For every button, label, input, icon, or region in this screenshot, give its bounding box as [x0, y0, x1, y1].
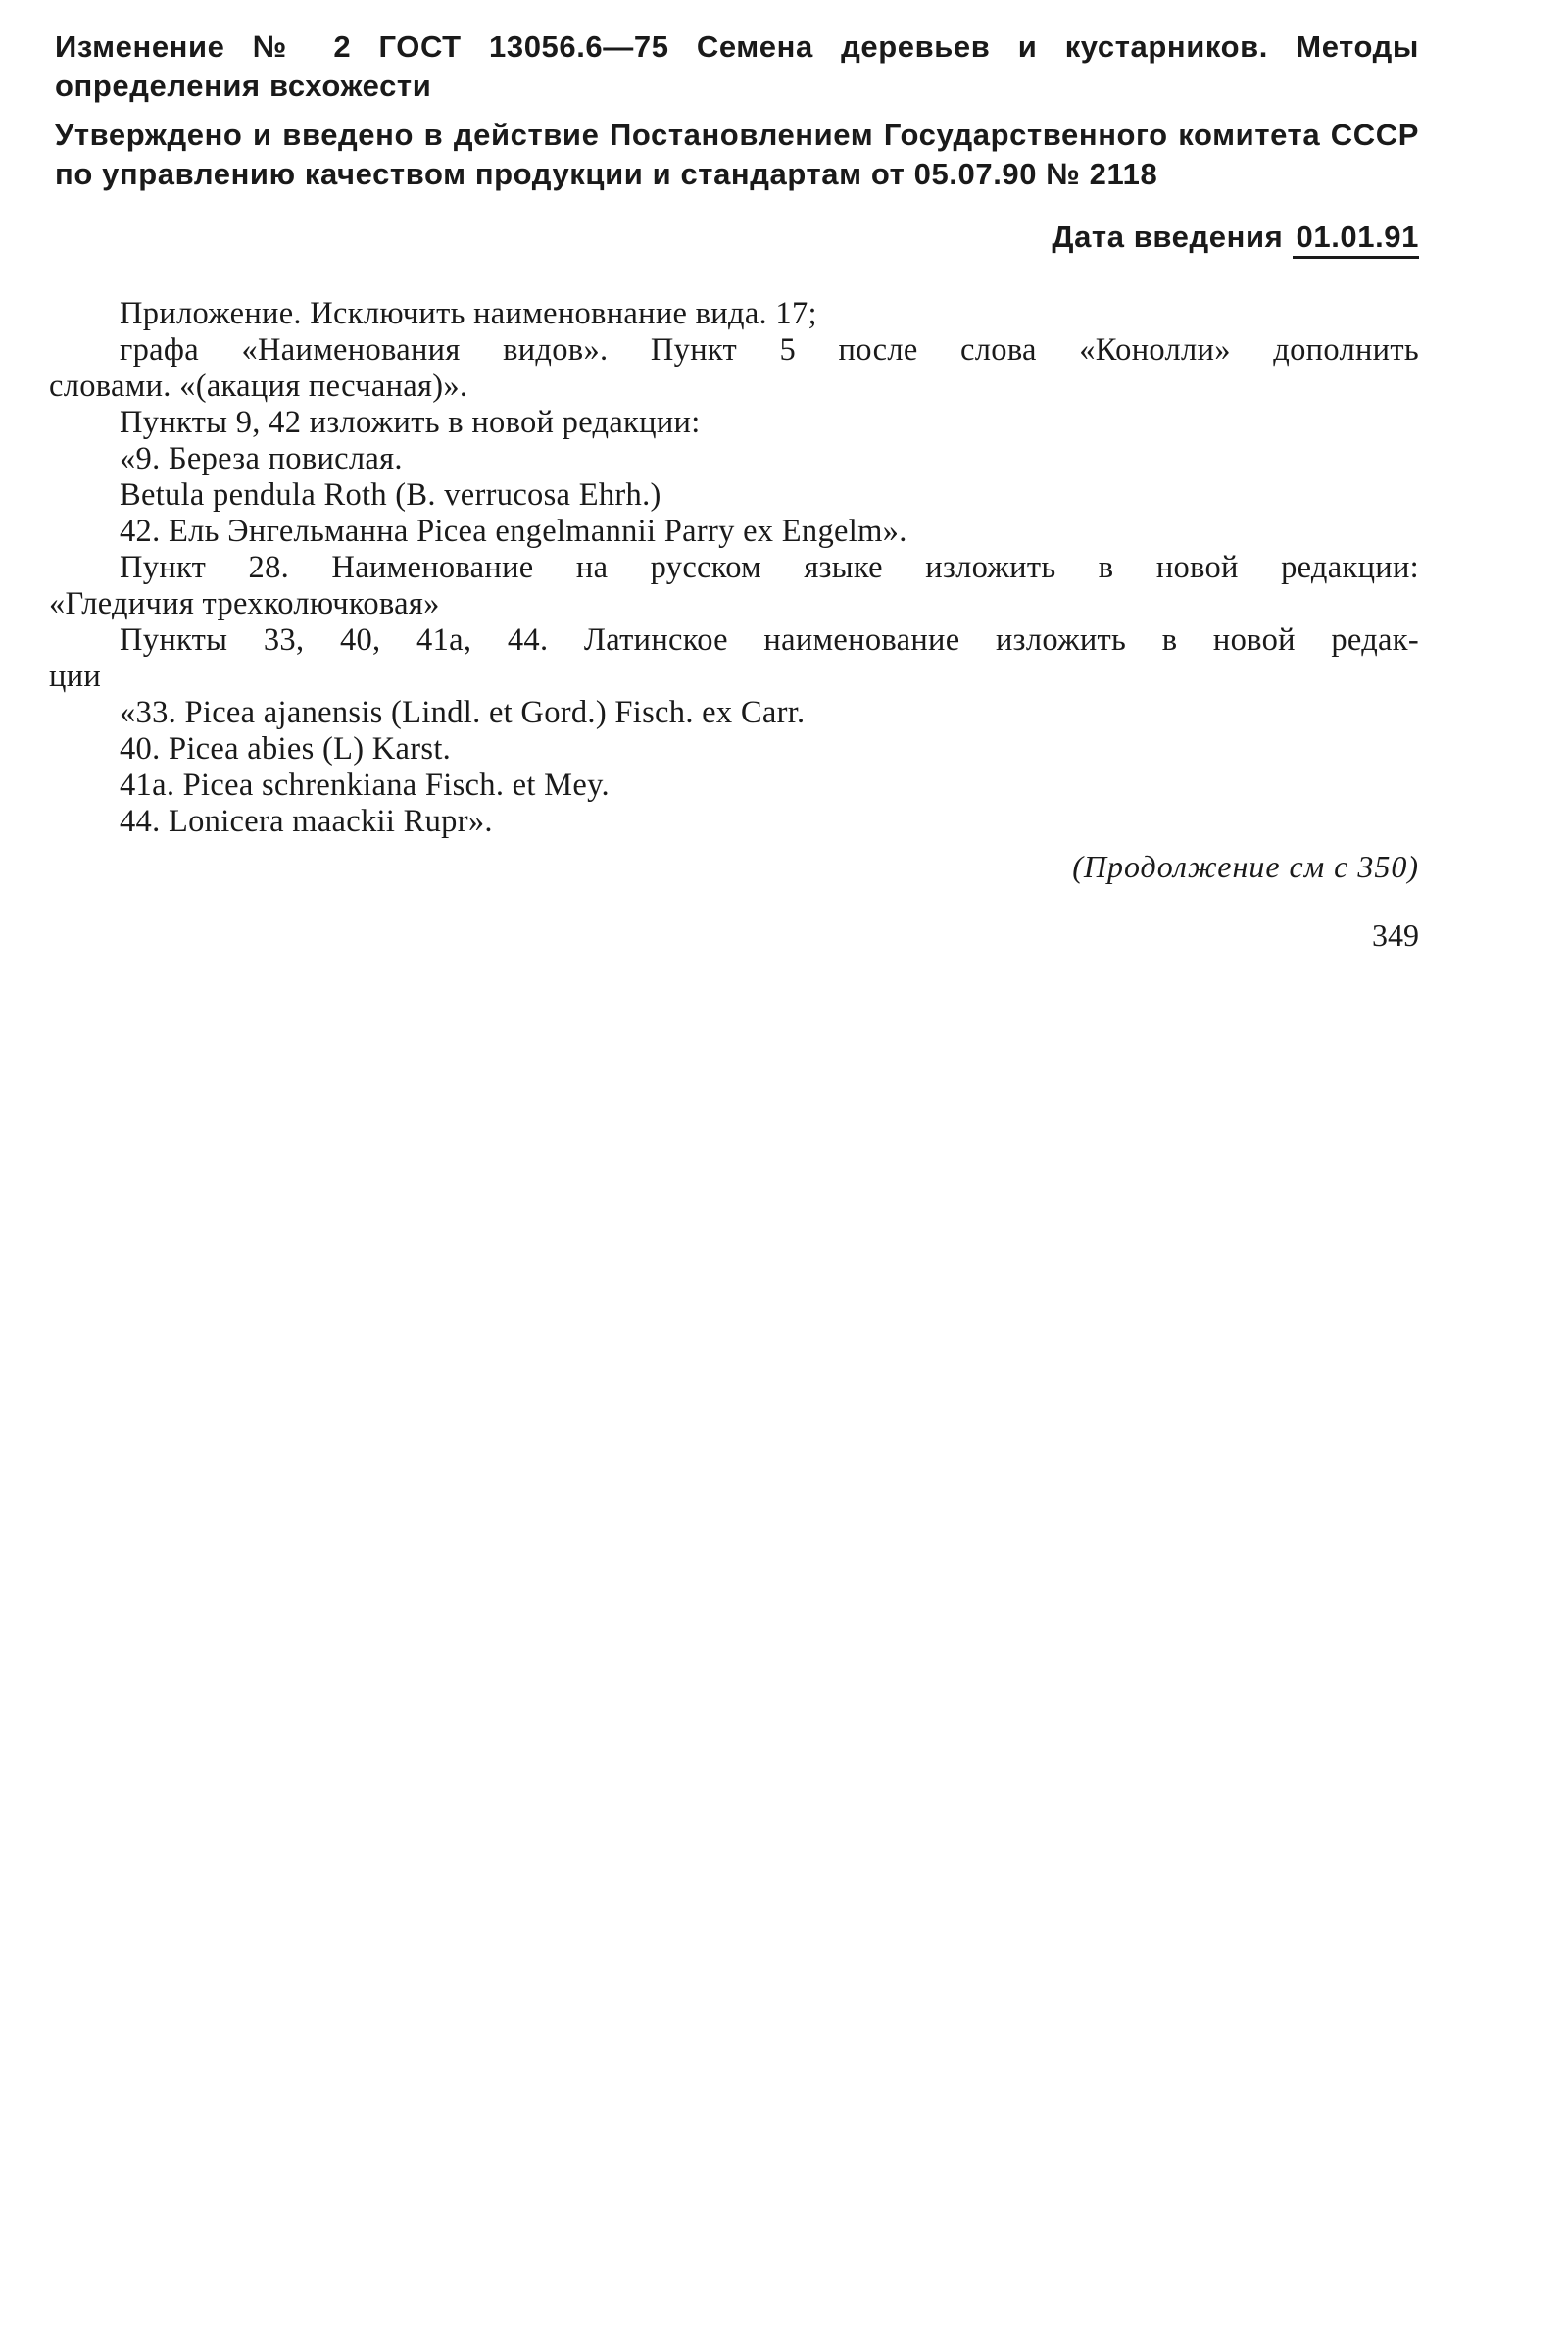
document-title: Изменение № 2 ГОСТ 13056.6—75 Семена деревьев и кустарников. Методы определения всхожести: [55, 29, 1419, 103]
body-line: графа «Наименования видов». Пункт 5 после слова «Конолли» дополнить: [120, 332, 1419, 368]
effective-date: [1052, 218, 1419, 259]
body-line: «33. Picea ajanensis (Lindl. et Gord.) Fisch. ex Carr.: [120, 695, 806, 730]
body-line: 41a. Picea schrenkiana Fisch. et Mey.: [120, 768, 610, 803]
body-line: Пункты 9, 42 изложить в новой редакции:: [120, 405, 701, 440]
body-line: Пункты 33, 40, 41а, 44. Латинское наименование изложить в новой редак-: [120, 622, 1419, 658]
body-line: «9. Береза повислая.: [120, 441, 403, 476]
body-line: Приложение. Исключить наименовнание вида. 17;: [120, 296, 817, 331]
effective-date-value: 01.01.91: [1293, 219, 1419, 259]
body-line: словами. «(акация песчаная)».: [49, 369, 468, 404]
continuation-note: (Продолжение см с 350): [1072, 849, 1419, 884]
amendment-body: [49, 296, 1419, 840]
approval-statement: Утверждено и введено в действие Постановлением Государственного комитета СССР по управлению качеством продукции и стандартам от 05.07.90 № 2118: [55, 118, 1419, 191]
page-number: 349: [1372, 917, 1419, 953]
body-line: Пункт 28. Наименование на русском языке изложить в новой редакции:: [120, 550, 1419, 585]
body-line: 40. Picea abies (L) Karst.: [120, 731, 452, 767]
body-line: 44. Lonicera maackii Rupr».: [120, 804, 493, 839]
body-line: ции: [49, 659, 102, 694]
body-line: 42. Ель Энгельманна Picea engelmannii Parry ex Engelm».: [120, 514, 907, 549]
body-line: «Гледичия трехколючковая»: [49, 586, 440, 621]
effective-date-label: Дата введения: [1052, 220, 1284, 254]
body-line: Betula pendula Roth (B. verrucosa Ehrh.): [120, 477, 662, 513]
